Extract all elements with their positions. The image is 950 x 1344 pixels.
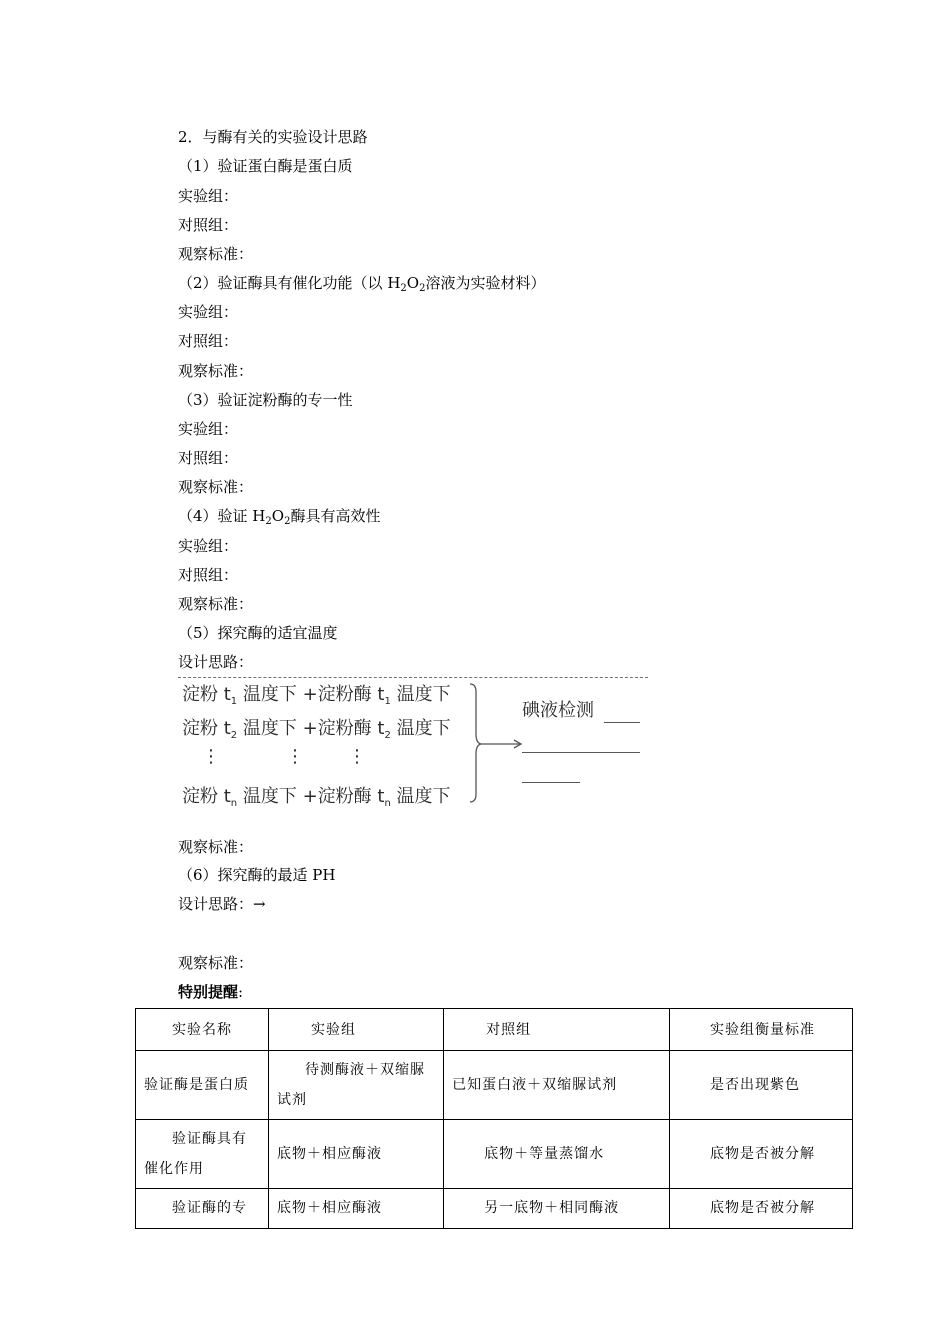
diagram-row-n: 淀粉 $t_n$ 温度下 +淀粉酶 $t_n$ 温度下 xyxy=(182,786,451,809)
table-cell: 验证酶是蛋白质 xyxy=(136,1051,269,1120)
control-group-label: 对照组： xyxy=(178,566,239,584)
table-row xyxy=(136,1051,853,1120)
table-cell: 验证酶的专 xyxy=(136,1189,269,1229)
experiment-group-label: 实验组： xyxy=(178,420,239,438)
special-reminder: 特别提醒: xyxy=(178,983,244,1001)
table-cell: 底物是否被分解 xyxy=(670,1189,853,1229)
table-cell: 底物＋等量蒸馏水 xyxy=(444,1120,670,1189)
table-header-cell: 实验组 xyxy=(269,1009,444,1051)
control-group-label: 对照组： xyxy=(178,216,239,234)
control-group-label: 对照组： xyxy=(178,449,239,467)
table-cell: 底物＋相应酶液 xyxy=(269,1120,444,1189)
experiment-group-label: 实验组： xyxy=(178,537,239,555)
observation-standard-label: 观察标准： xyxy=(178,838,254,856)
observation-standard-label: 观察标准： xyxy=(178,954,254,972)
experiment-group-label: 实验组： xyxy=(178,303,239,321)
temperature-design-diagram xyxy=(178,678,648,809)
section-3-title: （3）验证淀粉酶的专一性 xyxy=(178,391,353,409)
observation-standard-label: 观察标准： xyxy=(178,245,254,263)
table-cell: 是否出现紫色 xyxy=(670,1051,853,1120)
answer-blank xyxy=(522,782,580,783)
table-header-cell: 对照组 xyxy=(444,1009,670,1051)
brace-arrow-icon xyxy=(468,682,528,804)
diagram-row-2: 淀粉 $t_2$ 温度下 +淀粉酶 $t_2$ 温度下 xyxy=(182,718,451,741)
design-idea-label: 设计思路： xyxy=(178,653,254,671)
table-row xyxy=(136,1120,853,1189)
observation-standard-label: 观察标准： xyxy=(178,478,254,496)
iodine-test-label: 碘液检测 xyxy=(522,700,594,721)
answer-blank xyxy=(522,752,640,753)
table-cell: 底物是否被分解 xyxy=(670,1120,853,1189)
ellipsis-dots: ⋮ xyxy=(286,746,304,767)
table-row xyxy=(136,1189,853,1229)
diagram-row-1: 淀粉 $t_1$ 温度下 +淀粉酶 $t_1$ 温度下 xyxy=(182,684,451,707)
table-cell: 另一底物＋相同酶液 xyxy=(444,1189,670,1229)
table-cell: 已知蛋白液＋双缩脲试剂 xyxy=(444,1051,670,1120)
design-idea-label: 设计思路：→ xyxy=(178,895,266,913)
table-header-cell: 实验组衡量标准 xyxy=(670,1009,853,1051)
ellipsis-dots: ⋮ xyxy=(348,746,366,767)
table-cell: 验证酶具有催化作用 xyxy=(136,1120,269,1189)
control-group-label: 对照组： xyxy=(178,332,239,350)
section-1-title: （1）验证蛋白酶是蛋白质 xyxy=(178,157,353,175)
ellipsis-dots: ⋮ xyxy=(202,746,220,767)
section-5-title: （5）探究酶的适宜温度 xyxy=(178,624,338,642)
table-header-row xyxy=(136,1009,853,1051)
experiment-summary-table xyxy=(135,1008,853,1229)
answer-blank xyxy=(604,722,640,723)
table-cell: 底物＋相应酶液 xyxy=(269,1189,444,1229)
table-header-cell: 实验名称 xyxy=(136,1009,269,1051)
section-heading: 2．与酶有关的实验设计思路 xyxy=(178,128,368,146)
observation-standard-label: 观察标准： xyxy=(178,595,254,613)
table-cell: 待测酶液＋双缩脲试剂 xyxy=(269,1051,444,1120)
section-4-title: （4）验证 $H_2O_2$酶具有高效性 xyxy=(178,507,381,527)
section-2-title: （2）验证酶具有催化功能（以 $H_2O_2$溶液为实验材料） xyxy=(178,274,546,294)
observation-standard-label: 观察标准： xyxy=(178,362,254,380)
experiment-group-label: 实验组： xyxy=(178,187,239,205)
section-6-title: （6）探究酶的最适 PH xyxy=(178,866,336,884)
